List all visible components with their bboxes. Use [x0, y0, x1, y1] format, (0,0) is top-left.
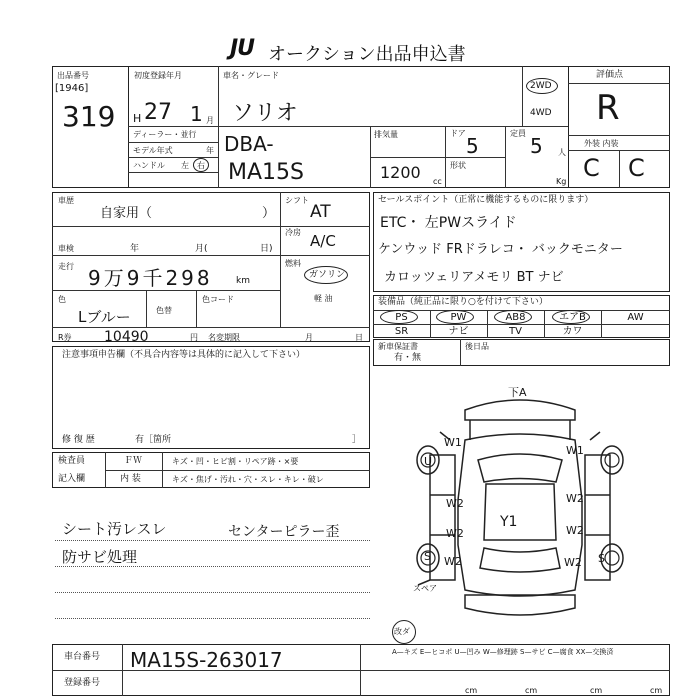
diagram-center-mark: Y1 [500, 514, 518, 530]
mileage-label: 走行 [58, 262, 74, 271]
era-mark: H [133, 112, 142, 125]
mark-s-right: S [598, 552, 605, 565]
model-year-label: モデル年式 [133, 146, 173, 155]
sales-line1: ETC・ 左PWスライド [380, 215, 517, 231]
capacity-label: 定員 [510, 129, 526, 138]
mark-w2-right-3: W2 [564, 556, 582, 569]
grade-label: 評価点 [596, 70, 624, 80]
model-code: MA15S [228, 160, 304, 185]
usage-close: ） [262, 206, 276, 221]
notes-label: 注意事項申告欄（不具合内容等は具体的に記入して下さい） [62, 350, 306, 360]
mark-w1-right: W1 [566, 444, 584, 457]
equipment-label: 装備品（純正品に限り○を付けて下さい） [378, 297, 548, 307]
mark-u: U [424, 455, 433, 468]
capacity-unit: 人 [558, 148, 566, 157]
fuel-label: 燃料 [285, 259, 301, 268]
inspection-year: 年 [130, 244, 140, 254]
fuel-diesel: 軽 油 [314, 294, 333, 303]
displacement-unit: cc [433, 177, 442, 186]
car-damage-diagram [410, 380, 630, 630]
car-name-label: 車名・グレード [223, 71, 279, 80]
recycle-value: 10490 [104, 329, 149, 345]
diagram-top-mark: 下A [508, 386, 527, 399]
warranty-label: 新車保証書 [378, 342, 418, 351]
registration-label: 初度登録年月 [134, 71, 182, 80]
comment-rust: 防サビ処理 [62, 548, 138, 566]
later-label: 後日品 [465, 342, 489, 351]
sales-label: セールスポイント（正常に機能するものに限ります） [378, 195, 594, 205]
eq-ps: PS [395, 312, 408, 323]
spare-label: スペア [413, 584, 437, 593]
transfer-day: 日 [355, 333, 363, 342]
lot-sub: [1946] [55, 83, 89, 94]
comment-pillar: センターピラー歪 [228, 524, 340, 540]
mileage-value: 9万9千298 [88, 266, 213, 290]
fuel-gas: ガソリン [309, 270, 346, 280]
sales-line3: カロッツェリアメモリ BT ナビ [384, 270, 564, 285]
fw-items: キズ・凹・ヒビ割・リペア跡・×要 [172, 457, 299, 466]
handle-label: ハンドル [133, 161, 165, 170]
legend-text: A—キズ E—ヒコポ U—凹み W—修理跡 S—サビ C—腐食 XX—交換済 [392, 648, 614, 656]
sales-line2: ケンウッド FRドラレコ・ バックモニター [378, 242, 623, 257]
grade-value: R [596, 88, 620, 128]
car-name: ソリオ [232, 101, 298, 126]
chassis-label: 車台番号 [64, 652, 101, 662]
model-prefix: DBA- [224, 132, 274, 156]
doors-value: 5 [466, 134, 479, 158]
displacement-value: 1200 [380, 163, 421, 182]
repair-label: 修 復 歴 [62, 435, 95, 445]
mark-w2-left-1: W2 [446, 497, 464, 510]
mark-w2-left-3: W2 [444, 555, 462, 568]
eq-pw: PW [450, 312, 467, 323]
shape-label: 形状 [450, 161, 466, 170]
interior-items: キズ・焦げ・汚れ・穴・スレ・キレ・破レ [172, 475, 324, 484]
repair-close: ］ [352, 435, 362, 445]
int-grade: C [628, 154, 645, 182]
dealer-label: ディーラー・並行 [133, 130, 197, 139]
inspection-month: 月( [195, 244, 208, 254]
recycle-label: R券 [58, 333, 72, 342]
usage-label: 車歴 [58, 196, 74, 205]
legend-dim-2: cm [525, 686, 538, 695]
recycle-unit: 円 [190, 333, 198, 342]
eq-ab: AB8 [505, 312, 526, 323]
reg-month: 1 [190, 102, 203, 126]
ext-int-label: 外装 内装 [584, 139, 619, 148]
repaint-label: 色替 [156, 306, 172, 315]
inspector-label: 検査員 [58, 456, 86, 466]
ext-grade: C [583, 154, 600, 182]
displacement-label: 排気量 [374, 130, 398, 139]
mark-w2-right-1: W2 [566, 492, 584, 505]
eq-airb: エアB [559, 312, 586, 323]
handle-left: 左 [181, 161, 189, 170]
color-label: 色 [58, 295, 66, 304]
month-unit: 月 [206, 116, 214, 125]
legend-dim-3: cm [590, 686, 603, 695]
form-title: オークション出品申込書 [268, 44, 466, 65]
year-unit: 年 [206, 146, 214, 155]
color-code-label: 色コード [202, 295, 234, 304]
entry-label: 記入欄 [58, 474, 86, 484]
interior-label: 内 装 [120, 474, 141, 484]
warranty-value: 有・無 [394, 353, 422, 363]
legend-dim-1: cm [465, 686, 478, 695]
transfer-month: 月 [305, 333, 313, 342]
ju-logo: JU [230, 36, 255, 61]
eq-tv: TV [509, 326, 522, 337]
lot-label: 出品番号 [57, 71, 89, 80]
comment-seat: シート汚レスレ [62, 520, 167, 538]
aircon-label: 冷房 [285, 228, 301, 237]
repair-value: 有［箇所 [135, 435, 172, 445]
inspector-stamp-text: 改ダ [394, 627, 410, 636]
handle-right: 右 [197, 161, 205, 170]
notes-block [52, 346, 370, 449]
eq-leather: カワ [562, 326, 583, 337]
mark-s-left: S [424, 550, 431, 563]
fw-label: ＦＷ [124, 456, 143, 466]
lot-number: 319 [62, 100, 116, 133]
doors-label: ドア [450, 129, 466, 138]
shift-value: AT [310, 202, 331, 222]
mark-w2-right-2: W2 [566, 524, 584, 537]
reg-year: 27 [144, 100, 172, 125]
mark-w2-left-2: W2 [446, 527, 464, 540]
inspection-label: 車検 [58, 244, 74, 253]
drive-4wd: 4WD [530, 108, 552, 118]
chassis-value: MA15S-263017 [130, 648, 283, 672]
mark-w1-left: W1 [444, 436, 462, 449]
mileage-unit: km [236, 276, 250, 286]
legend-dim-4: cm [650, 686, 663, 695]
eq-aw: AW [627, 312, 644, 323]
transfer-label: 名変期限 [208, 333, 240, 342]
aircon-value: A/C [310, 232, 336, 250]
color-value: Lブルー [78, 308, 131, 326]
usage-value: 自家用（ [100, 206, 153, 221]
shift-label: シフト [285, 196, 309, 205]
inspection-day: 日) [260, 244, 273, 254]
eq-sr: SR [394, 326, 409, 337]
drive-2wd: 2WD [530, 81, 552, 91]
plate-label: 登録番号 [64, 678, 101, 688]
eq-navi: ナビ [448, 326, 469, 337]
capacity-value: 5 [530, 134, 543, 158]
kg-unit: Kg [556, 177, 567, 186]
